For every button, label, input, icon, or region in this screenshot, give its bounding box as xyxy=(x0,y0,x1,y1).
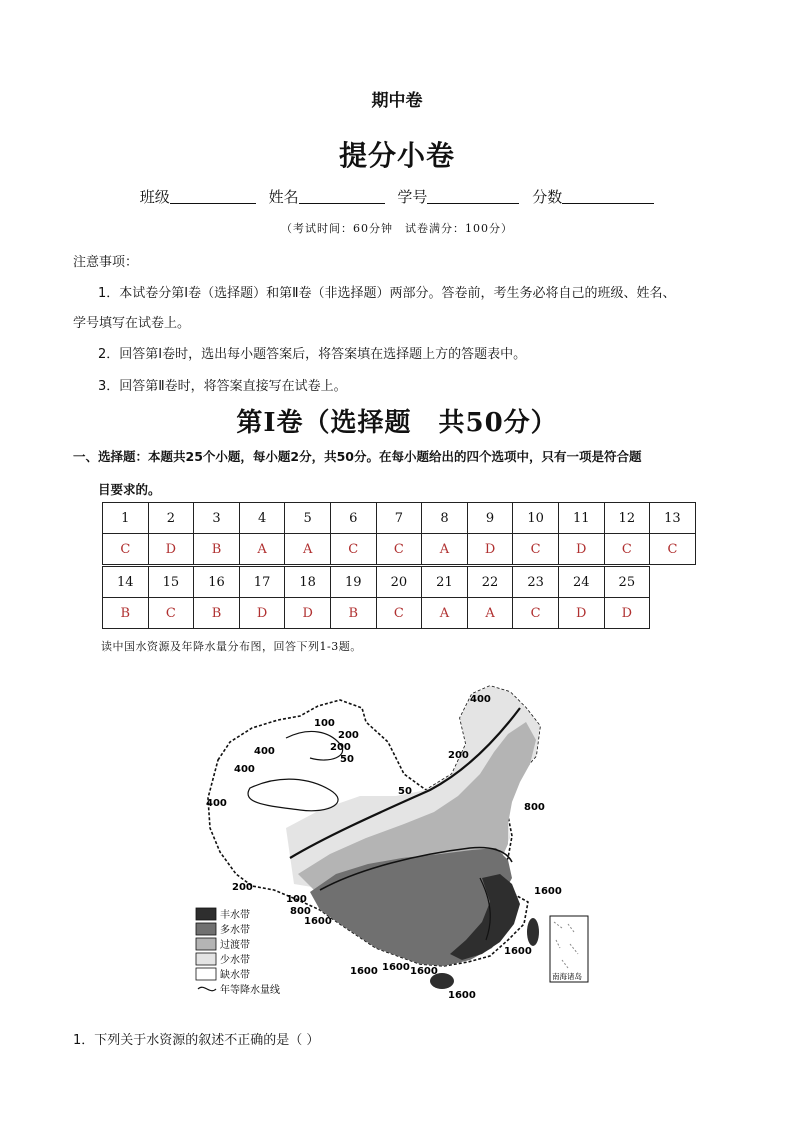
isohyet-label: 200 xyxy=(448,750,469,761)
class-blank[interactable] xyxy=(170,189,256,204)
question-number: 9 xyxy=(467,503,513,534)
answer-cell[interactable]: B xyxy=(194,534,240,565)
exam-meta: （考试时间：60分钟 试卷满分：100分） xyxy=(281,222,513,235)
answer-cell[interactable]: D xyxy=(467,534,513,565)
name-blank[interactable] xyxy=(299,189,385,204)
isohyet-label: 100 xyxy=(286,894,307,905)
exam-kind: 期中卷 xyxy=(371,91,423,111)
question-1: 1．下列关于水资源的叙述不正确的是（ ） xyxy=(73,1033,320,1048)
legend-label: 缺水带 xyxy=(220,970,250,981)
answer-cell[interactable]: A xyxy=(422,534,468,565)
isohyet-label: 800 xyxy=(290,906,311,917)
class-field[interactable] xyxy=(140,186,256,207)
isohyet-label: 400 xyxy=(470,694,491,705)
legend-swatch xyxy=(196,923,216,935)
question-intro: 读中国水资源及年降水量分布图，回答下列1-3题。 xyxy=(101,640,362,653)
isohyet-label: 1600 xyxy=(350,966,378,977)
question-number: 8 xyxy=(422,503,468,534)
question-number: 22 xyxy=(467,567,513,598)
notice-item-3: 3．回答第Ⅱ卷时，将答案直接写在试卷上。 xyxy=(98,379,347,394)
answer-cell[interactable]: C xyxy=(513,598,559,629)
isohyet-label: 1600 xyxy=(410,966,438,977)
isohyet-label: 1600 xyxy=(448,990,476,1000)
map-legend xyxy=(196,908,280,996)
isohyet-label: 200 xyxy=(338,730,359,741)
question-number: 25 xyxy=(604,567,650,598)
answer-cell[interactable]: A xyxy=(285,534,331,565)
answer-row xyxy=(103,534,696,565)
question-number: 23 xyxy=(513,567,559,598)
student-id-field[interactable] xyxy=(397,186,519,207)
question-number-row xyxy=(103,567,650,598)
south-china-sea-inset xyxy=(550,916,588,982)
taiwan-island xyxy=(527,918,539,946)
isohyet-label: 200 xyxy=(330,742,351,753)
isohyet-label: 400 xyxy=(206,798,227,809)
student-info-fields xyxy=(0,186,794,207)
china-water-resources-map xyxy=(190,678,590,1000)
name-field[interactable] xyxy=(269,186,385,207)
score-blank[interactable] xyxy=(562,189,654,204)
class-label: 班级 xyxy=(139,188,170,206)
answer-cell[interactable]: B xyxy=(330,598,376,629)
question-number: 2 xyxy=(148,503,194,534)
question-number: 7 xyxy=(376,503,422,534)
answer-cell[interactable]: C xyxy=(330,534,376,565)
isohyet-label: 200 xyxy=(232,882,253,893)
legend-swatch xyxy=(196,908,216,920)
legend-label: 过渡带 xyxy=(220,940,250,951)
legend-label: 少水带 xyxy=(220,955,250,966)
question-number: 20 xyxy=(376,567,422,598)
isohyet-label: 400 xyxy=(234,764,255,775)
question-number: 19 xyxy=(330,567,376,598)
question-number: 11 xyxy=(558,503,604,534)
answer-row xyxy=(103,598,650,629)
question-number: 15 xyxy=(148,567,194,598)
answer-cell[interactable]: B xyxy=(194,598,240,629)
isohyet-label: 800 xyxy=(524,802,545,813)
answer-cell[interactable]: C xyxy=(650,534,696,565)
isohyet-label: 1600 xyxy=(534,886,562,897)
answer-cell[interactable]: C xyxy=(513,534,559,565)
name-label: 姓名 xyxy=(268,188,299,206)
legend-line-label: 年等降水量线 xyxy=(220,985,280,996)
notice-item-1: 1．本试卷分第Ⅰ卷（选择题）和第Ⅱ卷（非选择题）两部分。答卷前，考生务必将自己的班级、姓名、 xyxy=(98,286,676,301)
legend-swatch xyxy=(196,953,216,965)
section-instructions-continued: 目要求的。 xyxy=(98,482,161,497)
answer-cell[interactable]: D xyxy=(558,598,604,629)
answer-cell[interactable]: D xyxy=(558,534,604,565)
answer-cell[interactable]: D xyxy=(148,534,194,565)
inset-label: 南海诸岛 xyxy=(552,972,582,981)
answer-cell[interactable]: A xyxy=(422,598,468,629)
isohyet-label: 1600 xyxy=(504,946,532,957)
question-number: 1 xyxy=(103,503,149,534)
answer-cell[interactable]: C xyxy=(103,534,149,565)
page-title: 提分小卷 xyxy=(338,139,455,172)
question-number: 17 xyxy=(239,567,285,598)
question-number: 5 xyxy=(285,503,331,534)
answer-cell[interactable]: C xyxy=(604,534,650,565)
isohyet-label: 50 xyxy=(340,754,354,765)
question-number: 14 xyxy=(103,567,149,598)
answer-cell[interactable]: C xyxy=(376,598,422,629)
question-number: 12 xyxy=(604,503,650,534)
answer-cell[interactable]: A xyxy=(239,534,285,565)
part-title: 第Ⅰ卷（选择题 共50分） xyxy=(236,408,558,438)
question-number: 13 xyxy=(650,503,696,534)
isohyet-label: 1600 xyxy=(382,962,410,973)
answer-cell[interactable]: C xyxy=(148,598,194,629)
answer-cell[interactable]: A xyxy=(467,598,513,629)
answer-cell[interactable]: C xyxy=(376,534,422,565)
student-id-blank[interactable] xyxy=(427,189,519,204)
answer-cell[interactable]: B xyxy=(103,598,149,629)
answer-cell[interactable]: D xyxy=(239,598,285,629)
isohyet-label: 400 xyxy=(254,746,275,757)
answer-cell[interactable]: D xyxy=(285,598,331,629)
score-label: 分数 xyxy=(532,188,563,206)
notice-item-2: 2．回答第Ⅰ卷时，选出每小题答案后，将答案填在选择题上方的答题表中。 xyxy=(98,347,527,362)
legend-swatch xyxy=(196,968,216,980)
question-number: 4 xyxy=(239,503,285,534)
question-number: 21 xyxy=(422,567,468,598)
legend-label: 丰水带 xyxy=(220,910,250,921)
isohyet-label: 1600 xyxy=(304,916,332,927)
notice-item-1-continued: 学号填写在试卷上。 xyxy=(73,316,191,331)
legend-label: 多水带 xyxy=(220,925,250,936)
question-number: 24 xyxy=(558,567,604,598)
isohyet-label: 100 xyxy=(314,718,335,729)
score-field[interactable] xyxy=(532,186,654,207)
student-id-label: 学号 xyxy=(397,188,428,206)
section-instructions: 一、选择题：本题共25个小题，每小题2分，共50分。在每小题给出的四个选项中，只有一项是符合题 xyxy=(73,449,642,464)
answer-table-part-1 xyxy=(102,502,696,565)
question-number: 18 xyxy=(285,567,331,598)
question-number: 10 xyxy=(513,503,559,534)
question-number: 16 xyxy=(194,567,240,598)
question-number: 6 xyxy=(330,503,376,534)
question-number: 3 xyxy=(194,503,240,534)
question-number-row xyxy=(103,503,696,534)
legend-swatch xyxy=(196,938,216,950)
answer-cell[interactable]: D xyxy=(604,598,650,629)
isohyet-legend-line xyxy=(198,987,216,990)
answer-table-part-2 xyxy=(102,566,650,629)
isohyet-label: 50 xyxy=(398,786,412,797)
notice-title: 注意事项： xyxy=(73,255,139,270)
